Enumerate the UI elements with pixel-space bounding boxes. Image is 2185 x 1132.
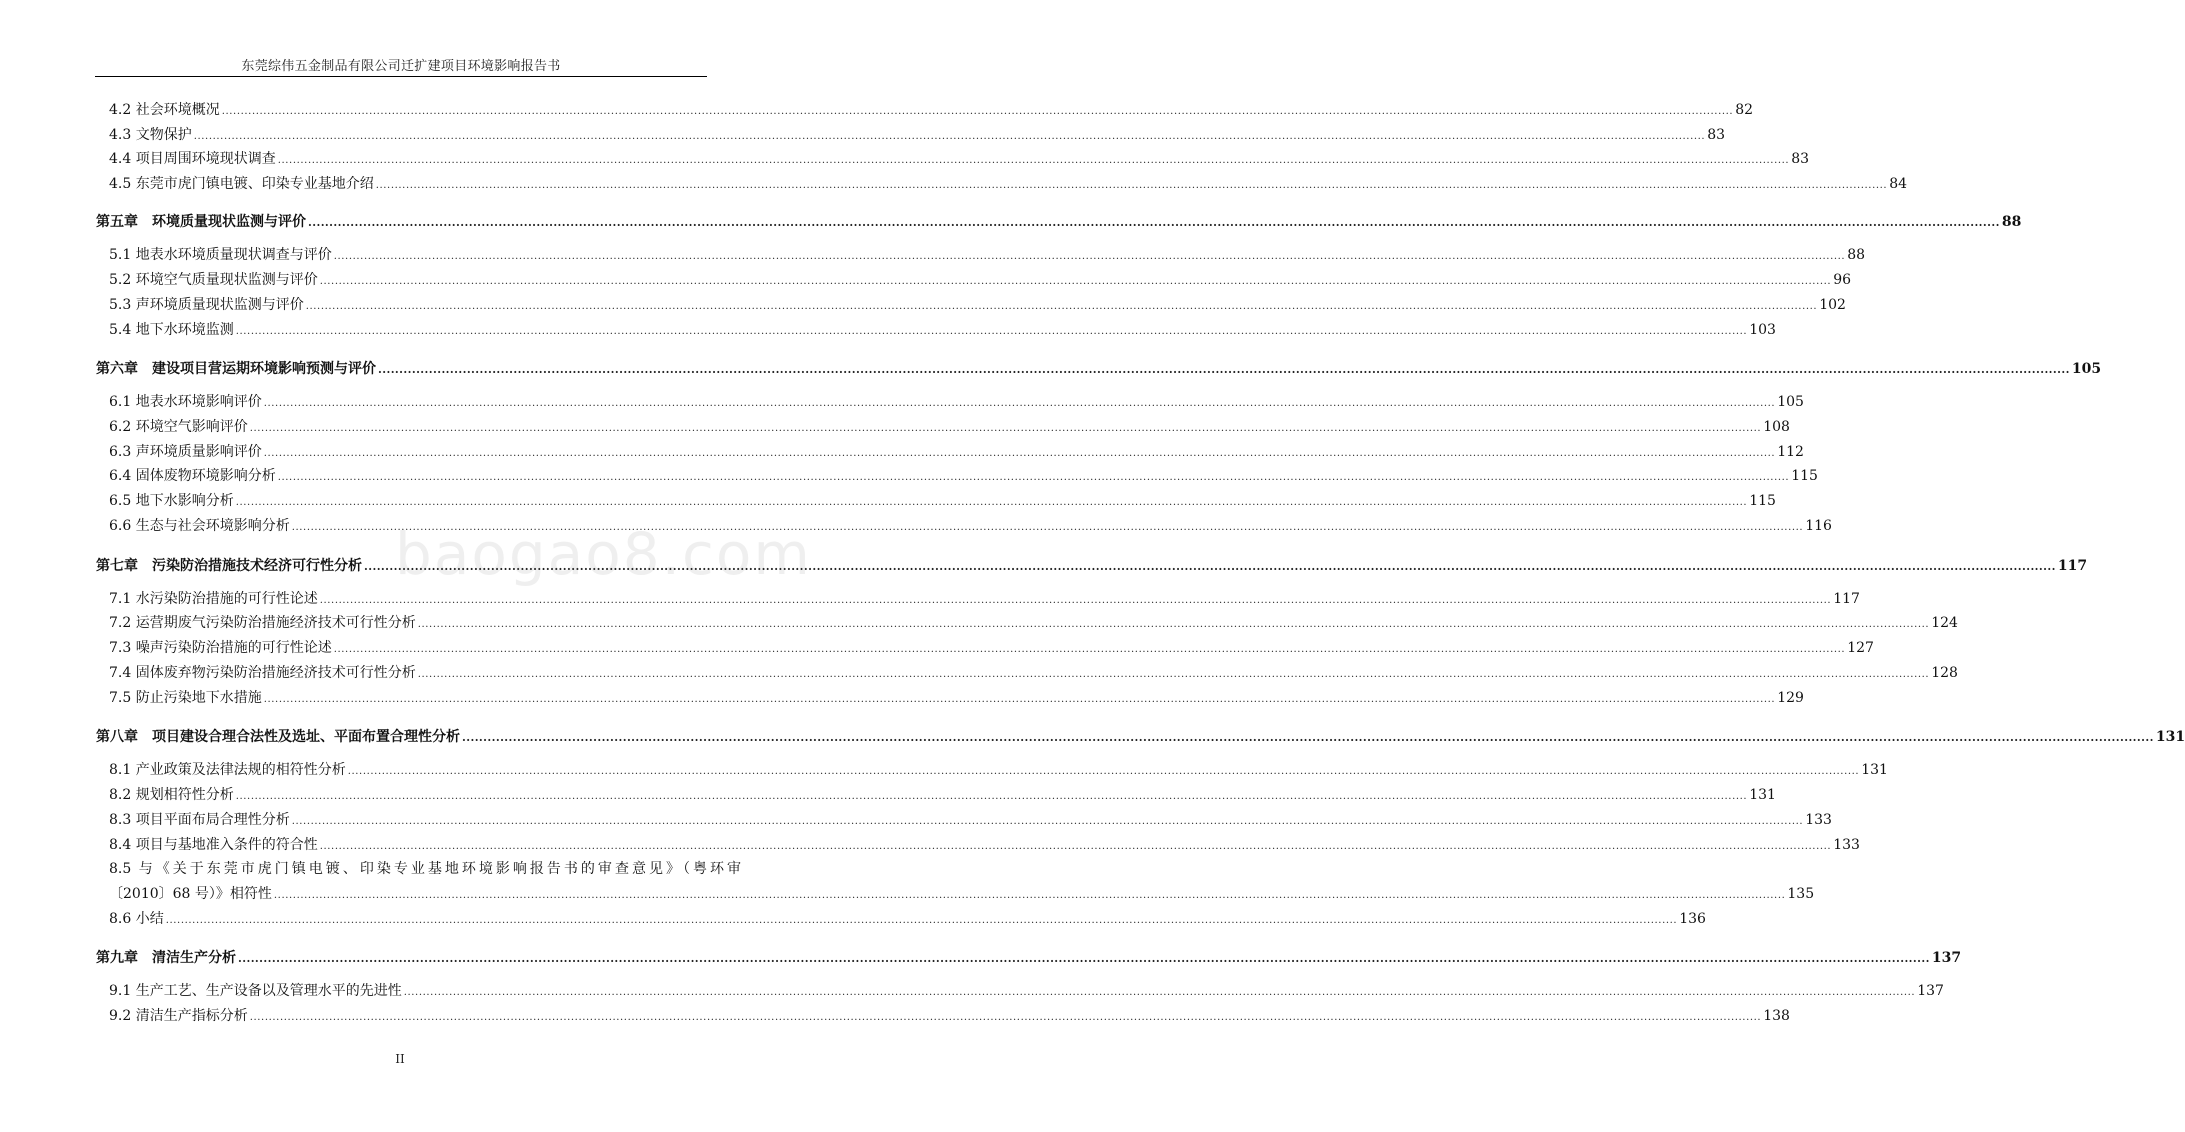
toc-page-number: 131 xyxy=(1749,787,1776,803)
toc-entry-title: 6.3 声环境质量影响评价 xyxy=(109,444,262,460)
toc-dot-leader: ................................................................................................................................................................................................................................................................................................................................................................................................................ xyxy=(319,276,1832,287)
toc-dot-leader: ................................................................................................................................................................................................................................................................................................................................................................................................................ xyxy=(347,766,1860,777)
toc-dot-leader: ................................................................................................................................................................................................................................................................................................................................................................................................................ xyxy=(417,669,1930,680)
toc-page-number: 128 xyxy=(1931,665,1958,681)
toc-dot-leader: ................................................................................................................................................................................................................................................................................................................................................................................................................ xyxy=(235,791,1748,802)
toc-dot-leader: ................................................................................................................................................................................................................................................................................................................................................................................................................ xyxy=(305,301,1818,312)
toc-section-entry[interactable] xyxy=(109,246,1866,266)
toc-section-entry[interactable] xyxy=(109,982,1944,1002)
toc-page-number: 117 xyxy=(1833,591,1860,607)
toc-section-entry[interactable] xyxy=(109,689,1804,709)
toc-entry-title: 9.1 生产工艺、生产设备以及管理水平的先进性 xyxy=(109,983,402,999)
toc-entry-title: 7.4 固体废弃物污染防治措施经济技术可行性分析 xyxy=(109,665,416,681)
toc-entry-title: 6.5 地下水影响分析 xyxy=(109,493,234,509)
header-divider xyxy=(95,76,707,77)
toc-entry-title: 5.2 环境空气质量现状监测与评价 xyxy=(109,272,318,288)
toc-dot-leader: ................................................................................................................................................................................................................................................................................................................................................................................................................ xyxy=(319,841,1832,852)
toc-dot-leader: ................................................................................................................................................................................................................................................................................................................................................................................................................ xyxy=(319,595,1832,606)
toc-dot-leader: ................................................................................................................................................................................................................................................................................................................................................................................................................ xyxy=(221,106,1734,117)
toc-page-number: 124 xyxy=(1931,615,1958,631)
toc-section-entry[interactable] xyxy=(109,614,1958,634)
toc-section-entry[interactable] xyxy=(109,101,1754,121)
toc-section-entry[interactable] xyxy=(109,175,1908,195)
toc-dot-leader: ................................................................................................................................................................................................................................................................................................................................................................................................................ xyxy=(333,251,1846,262)
toc-entry-title: 6.2 环境空气影响评价 xyxy=(109,419,248,435)
toc-page-number: 115 xyxy=(1749,493,1776,509)
toc-section-entry[interactable] xyxy=(109,786,1776,806)
toc-entry-title: 第六章 建设项目营运期环境影响预测与评价 xyxy=(96,361,376,377)
toc-entry-title: 〔2010〕68 号）》相符性 xyxy=(109,886,272,902)
toc-entry-title: 4.2 社会环境概况 xyxy=(109,102,220,118)
toc-dot-leader: ................................................................................................................................................................................................................................................................................................................................................................................................................ xyxy=(277,155,1790,166)
toc-section-entry[interactable] xyxy=(109,639,1874,659)
running-header: 东莞综伟五金制品有限公司迁扩建项目环境影响报告书 xyxy=(241,59,561,74)
toc-page-number: 105 xyxy=(1777,394,1804,410)
toc-page-number: 103 xyxy=(1749,322,1776,338)
toc-section-entry[interactable] xyxy=(109,467,1818,487)
toc-section-entry[interactable] xyxy=(109,910,1706,930)
toc-entry-title: 7.1 水污染防治措施的可行性论述 xyxy=(109,591,318,607)
toc-entry-title: 7.2 运营期废气污染防治措施经济技术可行性分析 xyxy=(109,615,416,631)
toc-dot-leader: ................................................................................................................................................................................................................................................................................................................................................................................................................ xyxy=(263,398,1776,409)
toc-dot-leader: ................................................................................................................................................................................................................................................................................................................................................................................................................ xyxy=(308,216,2000,229)
toc-dot-leader: ................................................................................................................................................................................................................................................................................................................................................................................................................ xyxy=(193,131,1706,142)
toc-dot-leader: ................................................................................................................................................................................................................................................................................................................................................................................................................ xyxy=(417,619,1930,630)
toc-section-entry[interactable] xyxy=(109,761,1888,781)
toc-section-entry[interactable] xyxy=(109,126,1726,146)
toc-chapter-entry[interactable] xyxy=(96,949,1962,968)
toc-entry-title: 4.5 东莞市虎门镇电镀、印染专业基地介绍 xyxy=(109,176,374,192)
toc-page-number: 108 xyxy=(1763,419,1790,435)
toc-dot-leader: ................................................................................................................................................................................................................................................................................................................................................................................................................ xyxy=(263,448,1776,459)
toc-chapter-entry[interactable] xyxy=(96,360,2102,379)
toc-page-number: 84 xyxy=(1889,176,1908,192)
toc-page-number: 88 xyxy=(1847,247,1866,263)
toc-section-entry[interactable] xyxy=(109,393,1804,413)
toc-page-number: 117 xyxy=(2057,558,2088,574)
toc-entry-title: 4.4 项目周围环境现状调查 xyxy=(109,151,276,167)
toc-page-number: 135 xyxy=(1787,886,1815,902)
toc-page-number: 96 xyxy=(1833,272,1852,288)
toc-entry-title: 5.3 声环境质量现状监测与评价 xyxy=(109,297,304,313)
toc-entry-text-line: 8.5 与《关于东莞市虎门镇电镀、印染专业基地环境影响报告书的审查意见》（粤环审 xyxy=(109,861,741,877)
toc-chapter-entry[interactable] xyxy=(96,213,2022,232)
toc-page-number: 88 xyxy=(2001,214,2022,230)
toc-entry-title: 第九章 清洁生产分析 xyxy=(96,950,236,966)
toc-page-number: 131 xyxy=(2155,729,2185,745)
toc-page-number: 137 xyxy=(1917,983,1944,999)
toc-entry-title: 5.4 地下水环境监测 xyxy=(109,322,234,338)
toc-dot-leader: ................................................................................................................................................................................................................................................................................................................................................................................................................ xyxy=(378,363,2070,376)
toc-section-entry[interactable] xyxy=(109,885,1815,905)
toc-dot-leader: ................................................................................................................................................................................................................................................................................................................................................................................................................ xyxy=(403,987,1916,998)
toc-dot-leader: ................................................................................................................................................................................................................................................................................................................................................................................................................ xyxy=(375,180,1888,191)
toc-dot-leader: ................................................................................................................................................................................................................................................................................................................................................................................................................ xyxy=(249,1012,1762,1023)
toc-entry-title: 第五章 环境质量现状监测与评价 xyxy=(96,214,306,230)
toc-entry-title: 6.6 生态与社会环境影响分析 xyxy=(109,518,290,534)
toc-dot-leader: ................................................................................................................................................................................................................................................................................................................................................................................................................ xyxy=(263,694,1776,705)
toc-section-entry[interactable] xyxy=(109,590,1860,610)
toc-page-number: 115 xyxy=(1791,468,1818,484)
toc-entry-title: 9.2 清洁生产指标分析 xyxy=(109,1008,248,1024)
toc-dot-leader: ................................................................................................................................................................................................................................................................................................................................................................................................................ xyxy=(291,816,1804,827)
toc-entry-title: 8.1 产业政策及法律法规的相符性分析 xyxy=(109,762,346,778)
toc-dot-leader: ................................................................................................................................................................................................................................................................................................................................................................................................................ xyxy=(273,890,1786,901)
watermark: baogao8.com xyxy=(395,520,812,588)
toc-section-entry[interactable] xyxy=(109,418,1790,438)
toc-entry-title: 8.4 项目与基地准入条件的符合性 xyxy=(109,837,318,853)
toc-entry-title: 4.3 文物保护 xyxy=(109,127,192,143)
toc-section-entry[interactable] xyxy=(109,321,1776,341)
toc-page-number: 133 xyxy=(1833,837,1860,853)
toc-page-number: 83 xyxy=(1707,127,1726,143)
toc-section-entry[interactable] xyxy=(109,296,1846,316)
toc-dot-leader: ................................................................................................................................................................................................................................................................................................................................................................................................................ xyxy=(291,522,1804,533)
toc-page-number: 102 xyxy=(1819,297,1846,313)
toc-page-number: 116 xyxy=(1805,518,1832,534)
toc-page-number: 138 xyxy=(1763,1008,1790,1024)
toc-entry-title: 6.1 地表水环境影响评价 xyxy=(109,394,262,410)
toc-entry-title: 8.2 规划相符性分析 xyxy=(109,787,234,803)
page-number: II xyxy=(395,1052,405,1066)
toc-entry-title: 第八章 项目建设合理合法性及选址、平面布置合理性分析 xyxy=(96,729,460,745)
toc-dot-leader: ................................................................................................................................................................................................................................................................................................................................................................................................................ xyxy=(238,952,1930,965)
toc-dot-leader: ................................................................................................................................................................................................................................................................................................................................................................................................................ xyxy=(235,326,1748,337)
toc-section-entry[interactable] xyxy=(109,271,1852,291)
toc-dot-leader: ................................................................................................................................................................................................................................................................................................................................................................................................................ xyxy=(277,472,1790,483)
toc-entry-title: 6.4 固体废物环境影响分析 xyxy=(109,468,276,484)
toc-chapter-entry[interactable] xyxy=(96,728,2185,747)
toc-section-entry[interactable] xyxy=(109,443,1804,463)
toc-entry-title: 8.6 小结 xyxy=(109,911,164,927)
toc-dot-leader: ................................................................................................................................................................................................................................................................................................................................................................................................................ xyxy=(165,915,1678,926)
toc-dot-leader: ................................................................................................................................................................................................................................................................................................................................................................................................................ xyxy=(333,644,1846,655)
toc-dot-leader: ................................................................................................................................................................................................................................................................................................................................................................................................................ xyxy=(249,423,1762,434)
toc-section-entry[interactable] xyxy=(109,150,1810,170)
toc-dot-leader: ................................................................................................................................................................................................................................................................................................................................................................................................................ xyxy=(235,497,1748,508)
toc-entry-title: 第七章 污染防治措施技术经济可行性分析 xyxy=(96,558,362,574)
toc-page-number: 131 xyxy=(1861,762,1888,778)
toc-page-number: 137 xyxy=(1931,950,1962,966)
toc-section-entry[interactable] xyxy=(109,664,1958,684)
toc-entry-title: 8.3 项目平面布局合理性分析 xyxy=(109,812,290,828)
toc-section-entry[interactable] xyxy=(109,1007,1790,1027)
toc-entry-title: 7.3 噪声污染防治措施的可行性论述 xyxy=(109,640,332,656)
toc-section-entry[interactable] xyxy=(109,836,1860,856)
toc-entry-title: 5.1 地表水环境质量现状调查与评价 xyxy=(109,247,332,263)
toc-page-number: 82 xyxy=(1735,102,1754,118)
toc-page-number: 112 xyxy=(1777,444,1804,460)
toc-page-number: 83 xyxy=(1791,151,1810,167)
toc-entry-title: 7.5 防止污染地下水措施 xyxy=(109,690,262,706)
toc-page-number: 133 xyxy=(1805,812,1832,828)
toc-section-entry[interactable] xyxy=(109,492,1776,512)
toc-page-number: 127 xyxy=(1847,640,1874,656)
toc-page-number: 105 xyxy=(2071,361,2102,377)
toc-dot-leader: ................................................................................................................................................................................................................................................................................................................................................................................................................ xyxy=(364,560,2056,573)
toc-page-number: 129 xyxy=(1777,690,1804,706)
toc-dot-leader: ................................................................................................................................................................................................................................................................................................................................................................................................................ xyxy=(462,731,2154,744)
toc-section-entry[interactable] xyxy=(109,811,1832,831)
toc-page-number: 136 xyxy=(1679,911,1706,927)
